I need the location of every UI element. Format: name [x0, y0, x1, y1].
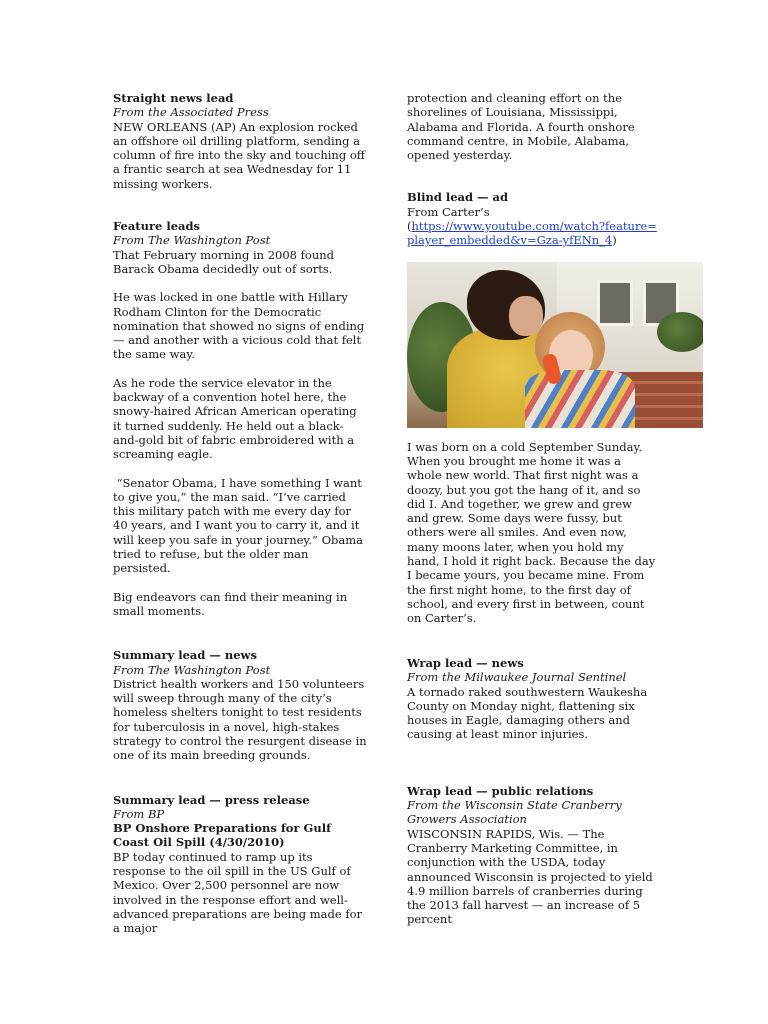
section-source: From Carter’s — [407, 204, 490, 219]
youtube-link[interactable]: https://www.youtube.com/watch?feature=player_embedded&v=Gza-yfENn_4 — [407, 219, 657, 248]
section-body: District health workers and 150 volunteers will sweep through many of the city’s homeless shelters tonight to test residents for tuberculosis in a novel, high-stakes strategy to control the resurgent disease in one of its main breeding grounds. — [113, 676, 367, 763]
section-heading: Feature leads — [113, 219, 201, 234]
section-heading: Summary lead — news — [113, 648, 257, 663]
section-source: From the Wisconsin State Cranberry Growers Association — [407, 798, 622, 827]
wrap-lead-news-section — [407, 656, 657, 742]
feature-leads-section — [113, 219, 367, 618]
section-source: From the Milwaukee Journal Sentinel — [407, 670, 627, 685]
striped-towel — [525, 370, 635, 428]
section-heading: Blind lead — ad — [407, 190, 509, 205]
section-source: From The Washington Post — [113, 233, 271, 248]
section-source: From The Washington Post — [113, 662, 271, 677]
section-heading: Wrap lead — news — [407, 656, 524, 670]
section-body: A tornado raked southwestern Waukesha County on Monday night, flattening six houses in Eagle, damaging others and causing at least minor injuries. — [407, 684, 648, 742]
paren-open: ( — [407, 219, 412, 234]
house-window — [597, 280, 633, 326]
paragraph: Big endeavors can find their meaning in small moments. — [113, 589, 348, 618]
straight-news-lead-section — [113, 91, 367, 191]
press-release-continued: protection and cleaning effort on the shorelines of Louisiana, Mississippi, Alabama and Florida. A fourth onshore command centre, in Mobile, Alabama, opened yesterday. — [407, 91, 635, 163]
section-body: BP today continued to ramp up its response to the oil spill in the US Gulf of Mexico. Over 2,500 personnel are now involved in the response effort and well-advanced preparations are being made for a major — [113, 849, 363, 936]
left-column — [113, 91, 367, 936]
press-release-title: BP Onshore Preparations for Gulf Coast Oil Spill (4/30/2010) — [113, 821, 332, 850]
bush — [657, 312, 703, 352]
section-heading: Summary lead — press release — [113, 792, 310, 807]
section-heading: Straight news lead — [113, 91, 234, 105]
wrap-lead-pr-section — [407, 784, 657, 927]
woman-face — [509, 296, 543, 336]
paragraph: “Senator Obama, I have something I want to give you,” the man said. “I’ve carried this military patch with me every day for 40 years, and I want you to carry it, and it will keep you safe in your journey.” Obama tried to refuse, but the older man persisted. — [113, 475, 367, 576]
paragraph: That February morning in 2008 found Barack Obama decidedly out of sorts. — [113, 247, 334, 276]
section-source: From BP — [113, 806, 165, 821]
section-source: From the Associated Press — [113, 105, 269, 120]
summary-lead-news-section — [113, 648, 367, 762]
right-column — [407, 91, 657, 626]
paragraph: He was locked in one battle with Hillary Rodham Clinton for the Democratic nomination that showed no signs of ending — and another with a vicious cold that felt the same way. — [113, 290, 365, 362]
mother-child-photo — [407, 262, 703, 428]
right-column-bottom — [407, 656, 657, 927]
section-body: NEW ORLEANS (AP) An explosion rocked an offshore oil drilling platform, sending a column of fire into the sky and touching off a frantic search at sea Wednesday for 11 missing workers. — [113, 119, 365, 191]
section-heading: Wrap lead — public relations — [407, 783, 594, 798]
section-body: WISCONSIN RAPIDS, Wis. — The Cranberry Marketing Committee, in conjunction with the USDA, today announced Wisconsin is projected to yield 4.9 million barrels of cranberries during the 2013 fall harvest — an increase of 5 percent — [407, 826, 653, 927]
summary-lead-press-release-section — [113, 793, 367, 936]
section-body: I was born on a cold September Sunday. When you brought me home it was a whole new world. That first night was a doozy, but you got the hang of it, and so did I. And together, we grew and grew and grew. Some days were fussy, but others were all smiles. And even now, many moons later, when you hold my hand, I hold it right back. Because the day I became yours, you became mine. From the first night home, to the first day of school, and every first in between, count on Carter’s. — [407, 439, 656, 626]
paragraph: As he rode the service elevator in the backway of a convention hotel here, the snowy-haired African American operating it turned suddenly. He held out a black-and-gold bit of fabric embroidered with a screaming eagle. — [113, 375, 357, 462]
paren-close: ) — [612, 233, 617, 248]
video-link-line — [407, 219, 657, 248]
blind-lead-ad-section — [407, 190, 657, 625]
